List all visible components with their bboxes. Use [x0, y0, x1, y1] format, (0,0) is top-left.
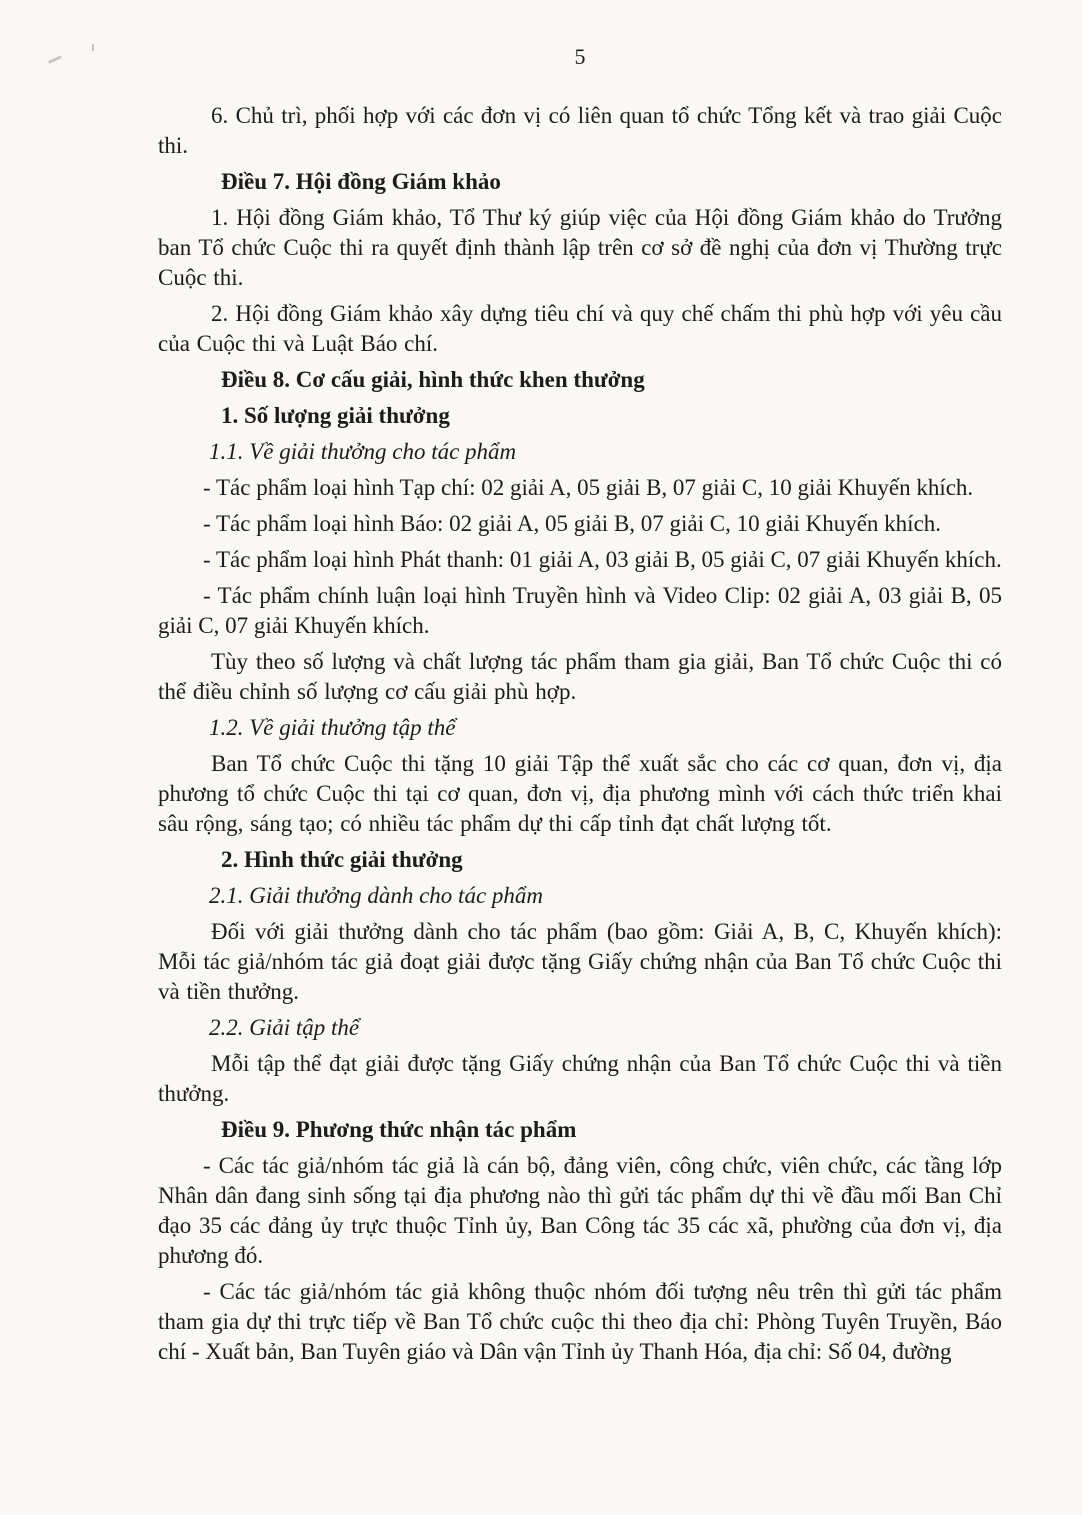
article-heading: Điều 9. Phương thức nhận tác phẩm [221, 1117, 577, 1142]
article-heading: Điều 8. Cơ cấu giải, hình thức khen thưởng [221, 367, 645, 392]
list-item: - Các tác giả/nhóm tác giả là cán bộ, đảng viên, công chức, viên chức, các tầng lớp Nhân dân đang sinh sống tại địa phương nào thì gửi tác phẩm dự thi về đầu mối Ban Chỉ đạo 35 các đảng ủy trực thuộc Tỉnh ủy, Ban Công tác 35 các xã, phường của đơn vị, địa phương đó. [158, 1153, 1002, 1268]
scan-mark [92, 44, 94, 51]
subsection-heading: 1.2. Về giải thưởng tập thể [209, 715, 456, 740]
list-item: - Tác phẩm chính luận loại hình Truyền hình và Video Clip: 02 giải A, 03 giải B, 05 giải C, 07 giải Khuyến khích. [158, 583, 1002, 638]
paragraph: 1. Hội đồng Giám khảo, Tổ Thư ký giúp việc của Hội đồng Giám khảo do Trưởng ban Tổ chức Cuộc thi ra quyết định thành lập trên cơ sở đề nghị của đơn vị Thường trực Cuộc thi. [158, 205, 1002, 290]
scan-mark [48, 55, 62, 64]
list-item: - Các tác giả/nhóm tác giả không thuộc nhóm đối tượng nêu trên thì gửi tác phẩm tham gia dự thi trực tiếp về Ban Tổ chức cuộc thi theo địa chỉ: Phòng Tuyên Truyền, Báo chí - Xuất bản, Ban Tuyên giáo và Dân vận Tỉnh ủy Thanh Hóa, địa chỉ: Số 04, đường [158, 1279, 1002, 1364]
subsection-heading: 2.1. Giải thưởng dành cho tác phẩm [209, 883, 544, 908]
section-heading: 2. Hình thức giải thưởng [221, 847, 463, 872]
list-item: - Tác phẩm loại hình Tạp chí: 02 giải A, 05 giải B, 07 giải C, 10 giải Khuyến khích. [203, 475, 974, 500]
subsection-heading: 1.1. Về giải thưởng cho tác phẩm [209, 439, 517, 464]
document-body [158, 101, 1002, 1367]
list-item: - Tác phẩm loại hình Phát thanh: 01 giải A, 03 giải B, 05 giải C, 07 giải Khuyến khích. [203, 547, 1002, 572]
list-item: - Tác phẩm loại hình Báo: 02 giải A, 05 giải B, 07 giải C, 10 giải Khuyến khích. [203, 511, 942, 536]
subsection-heading: 2.2. Giải tập thể [209, 1015, 360, 1040]
paragraph: Ban Tổ chức Cuộc thi tặng 10 giải Tập thể xuất sắc cho các cơ quan, đơn vị, địa phương tổ chức Cuộc thi tại cơ quan, đơn vị, địa phương mình với cách thức triển khai sâu rộng, sáng tạo; có nhiều tác phẩm dự thi cấp tỉnh đạt chất lượng tốt. [158, 751, 1002, 836]
page-number: 5 [574, 44, 586, 69]
paragraph: 2. Hội đồng Giám khảo xây dựng tiêu chí và quy chế chấm thi phù hợp với yêu cầu của Cuộc thi và Luật Báo chí. [158, 301, 1002, 356]
paragraph: Mỗi tập thể đạt giải được tặng Giấy chứng nhận của Ban Tổ chức Cuộc thi và tiền thưởng. [158, 1051, 1002, 1106]
paragraph: Tùy theo số lượng và chất lượng tác phẩm tham gia giải, Ban Tổ chức Cuộc thi có thể điều chỉnh số lượng cơ cấu giải phù hợp. [158, 649, 1002, 704]
paragraph: Đối với giải thưởng dành cho tác phẩm (bao gồm: Giải A, B, C, Khuyến khích): Mỗi tác giả/nhóm tác giả đoạt giải được tặng Giấy chứng nhận của Ban Tổ chức Cuộc thi và tiền thưởng. [158, 919, 1002, 1004]
article-heading: Điều 7. Hội đồng Giám khảo [221, 169, 501, 194]
section-heading: 1. Số lượng giải thưởng [221, 403, 450, 428]
paragraph: 6. Chủ trì, phối hợp với các đơn vị có liên quan tổ chức Tổng kết và trao giải Cuộc thi. [158, 103, 1002, 158]
